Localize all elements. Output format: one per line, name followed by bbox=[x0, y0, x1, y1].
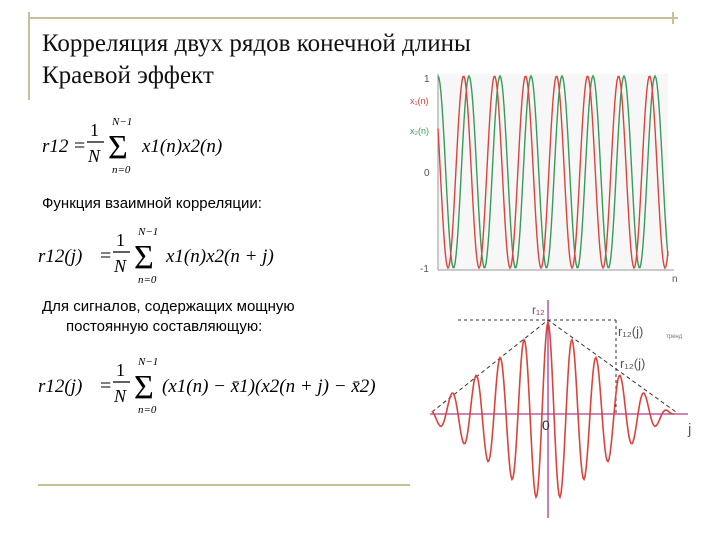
corr-plot-y-label: r₁₂ bbox=[532, 303, 545, 317]
label-dc-line1: Для сигналов, содержащих мощную bbox=[42, 298, 295, 315]
formula-r12-sigma: Σ bbox=[108, 129, 128, 166]
formula-r12-eq: = bbox=[74, 135, 86, 157]
formula-r12-j-centered-sum-top: N−1 bbox=[138, 356, 159, 368]
corr-plot-label-trend-sub: тренд bbox=[666, 334, 683, 340]
signal-plot-tick-1: 1 bbox=[424, 74, 430, 85]
corr-curve bbox=[432, 322, 674, 497]
formula-r12-j-centered-sum-bot: n=0 bbox=[138, 404, 157, 416]
corr-plot-label-trend: r₁₂(j) bbox=[618, 324, 644, 339]
formula-r12-j-centered-den: N bbox=[114, 386, 127, 406]
frame-bottom-line bbox=[38, 484, 410, 486]
formula-r12-j-body: x1(n)x2(n + j) bbox=[166, 246, 274, 267]
formula-r12-j-den: N bbox=[114, 256, 127, 276]
formula-r12-j-centered-num: 1 bbox=[116, 360, 125, 380]
formula-r12-body: x1(n)x2(n) bbox=[142, 136, 223, 157]
formula-r12-j-sigma: Σ bbox=[134, 239, 154, 276]
signal-plot-legend-x1: x₁(n) bbox=[410, 96, 429, 106]
formula-r12-j-centered-eq: = bbox=[100, 375, 112, 397]
formula-r12-j-centered-body: (x1(n) − x̄1)(x2(n + j) − x̄2) bbox=[162, 376, 376, 397]
formula-r12-j-num: 1 bbox=[116, 230, 125, 250]
corr-plot-origin-label: 0 bbox=[542, 417, 550, 433]
formula-r12-num: 1 bbox=[90, 120, 99, 140]
formula-r12-j-sum-bot: n=0 bbox=[138, 274, 157, 286]
corr-plot-x-label: j bbox=[688, 421, 692, 438]
formula-r12-j-sum-top: N−1 bbox=[138, 226, 159, 238]
signal-plot-tick-0: 0 bbox=[424, 168, 430, 179]
slide-title-line2: Краевой эффект bbox=[42, 62, 214, 89]
corr-curve-line bbox=[432, 322, 674, 497]
formula-r12-j bbox=[38, 222, 308, 288]
frame-top-line bbox=[28, 17, 678, 19]
formula-r12-j-lhs: r12(j) bbox=[38, 246, 83, 267]
slide-title-line1: Корреляция двух рядов конечной длины bbox=[42, 30, 471, 57]
formula-r12-den: N bbox=[88, 146, 101, 166]
formula-r12-j-eq: = bbox=[100, 245, 112, 267]
frame-left-line bbox=[28, 12, 30, 100]
signal-plot-legend-x2: x₂(n) bbox=[410, 126, 429, 136]
formula-r12-j-centered-lhs: r12(j) bbox=[38, 376, 83, 397]
signal-plot-tick-neg1: -1 bbox=[420, 264, 429, 275]
formula-r12-j-centered-sigma: Σ bbox=[134, 369, 154, 406]
formula-r12-sum-top: N−1 bbox=[112, 116, 133, 128]
formula-r12 bbox=[38, 112, 268, 178]
label-cross-correlation: Функция взаимной корреляции: bbox=[42, 195, 262, 212]
frame-right-tick bbox=[672, 12, 674, 24]
signal-plot-x-label: n bbox=[672, 274, 678, 285]
signal-plot bbox=[410, 70, 692, 286]
formula-r12-sum-bot: n=0 bbox=[112, 164, 131, 176]
formula-r12-lhs: r12 bbox=[42, 136, 69, 157]
label-dc-line2: постоянную составляющую: bbox=[66, 318, 263, 335]
formula-r12-j-centered bbox=[38, 352, 408, 418]
correlation-plot bbox=[420, 292, 710, 524]
corr-plot-label-corr: r₁₂(j) bbox=[620, 356, 646, 371]
